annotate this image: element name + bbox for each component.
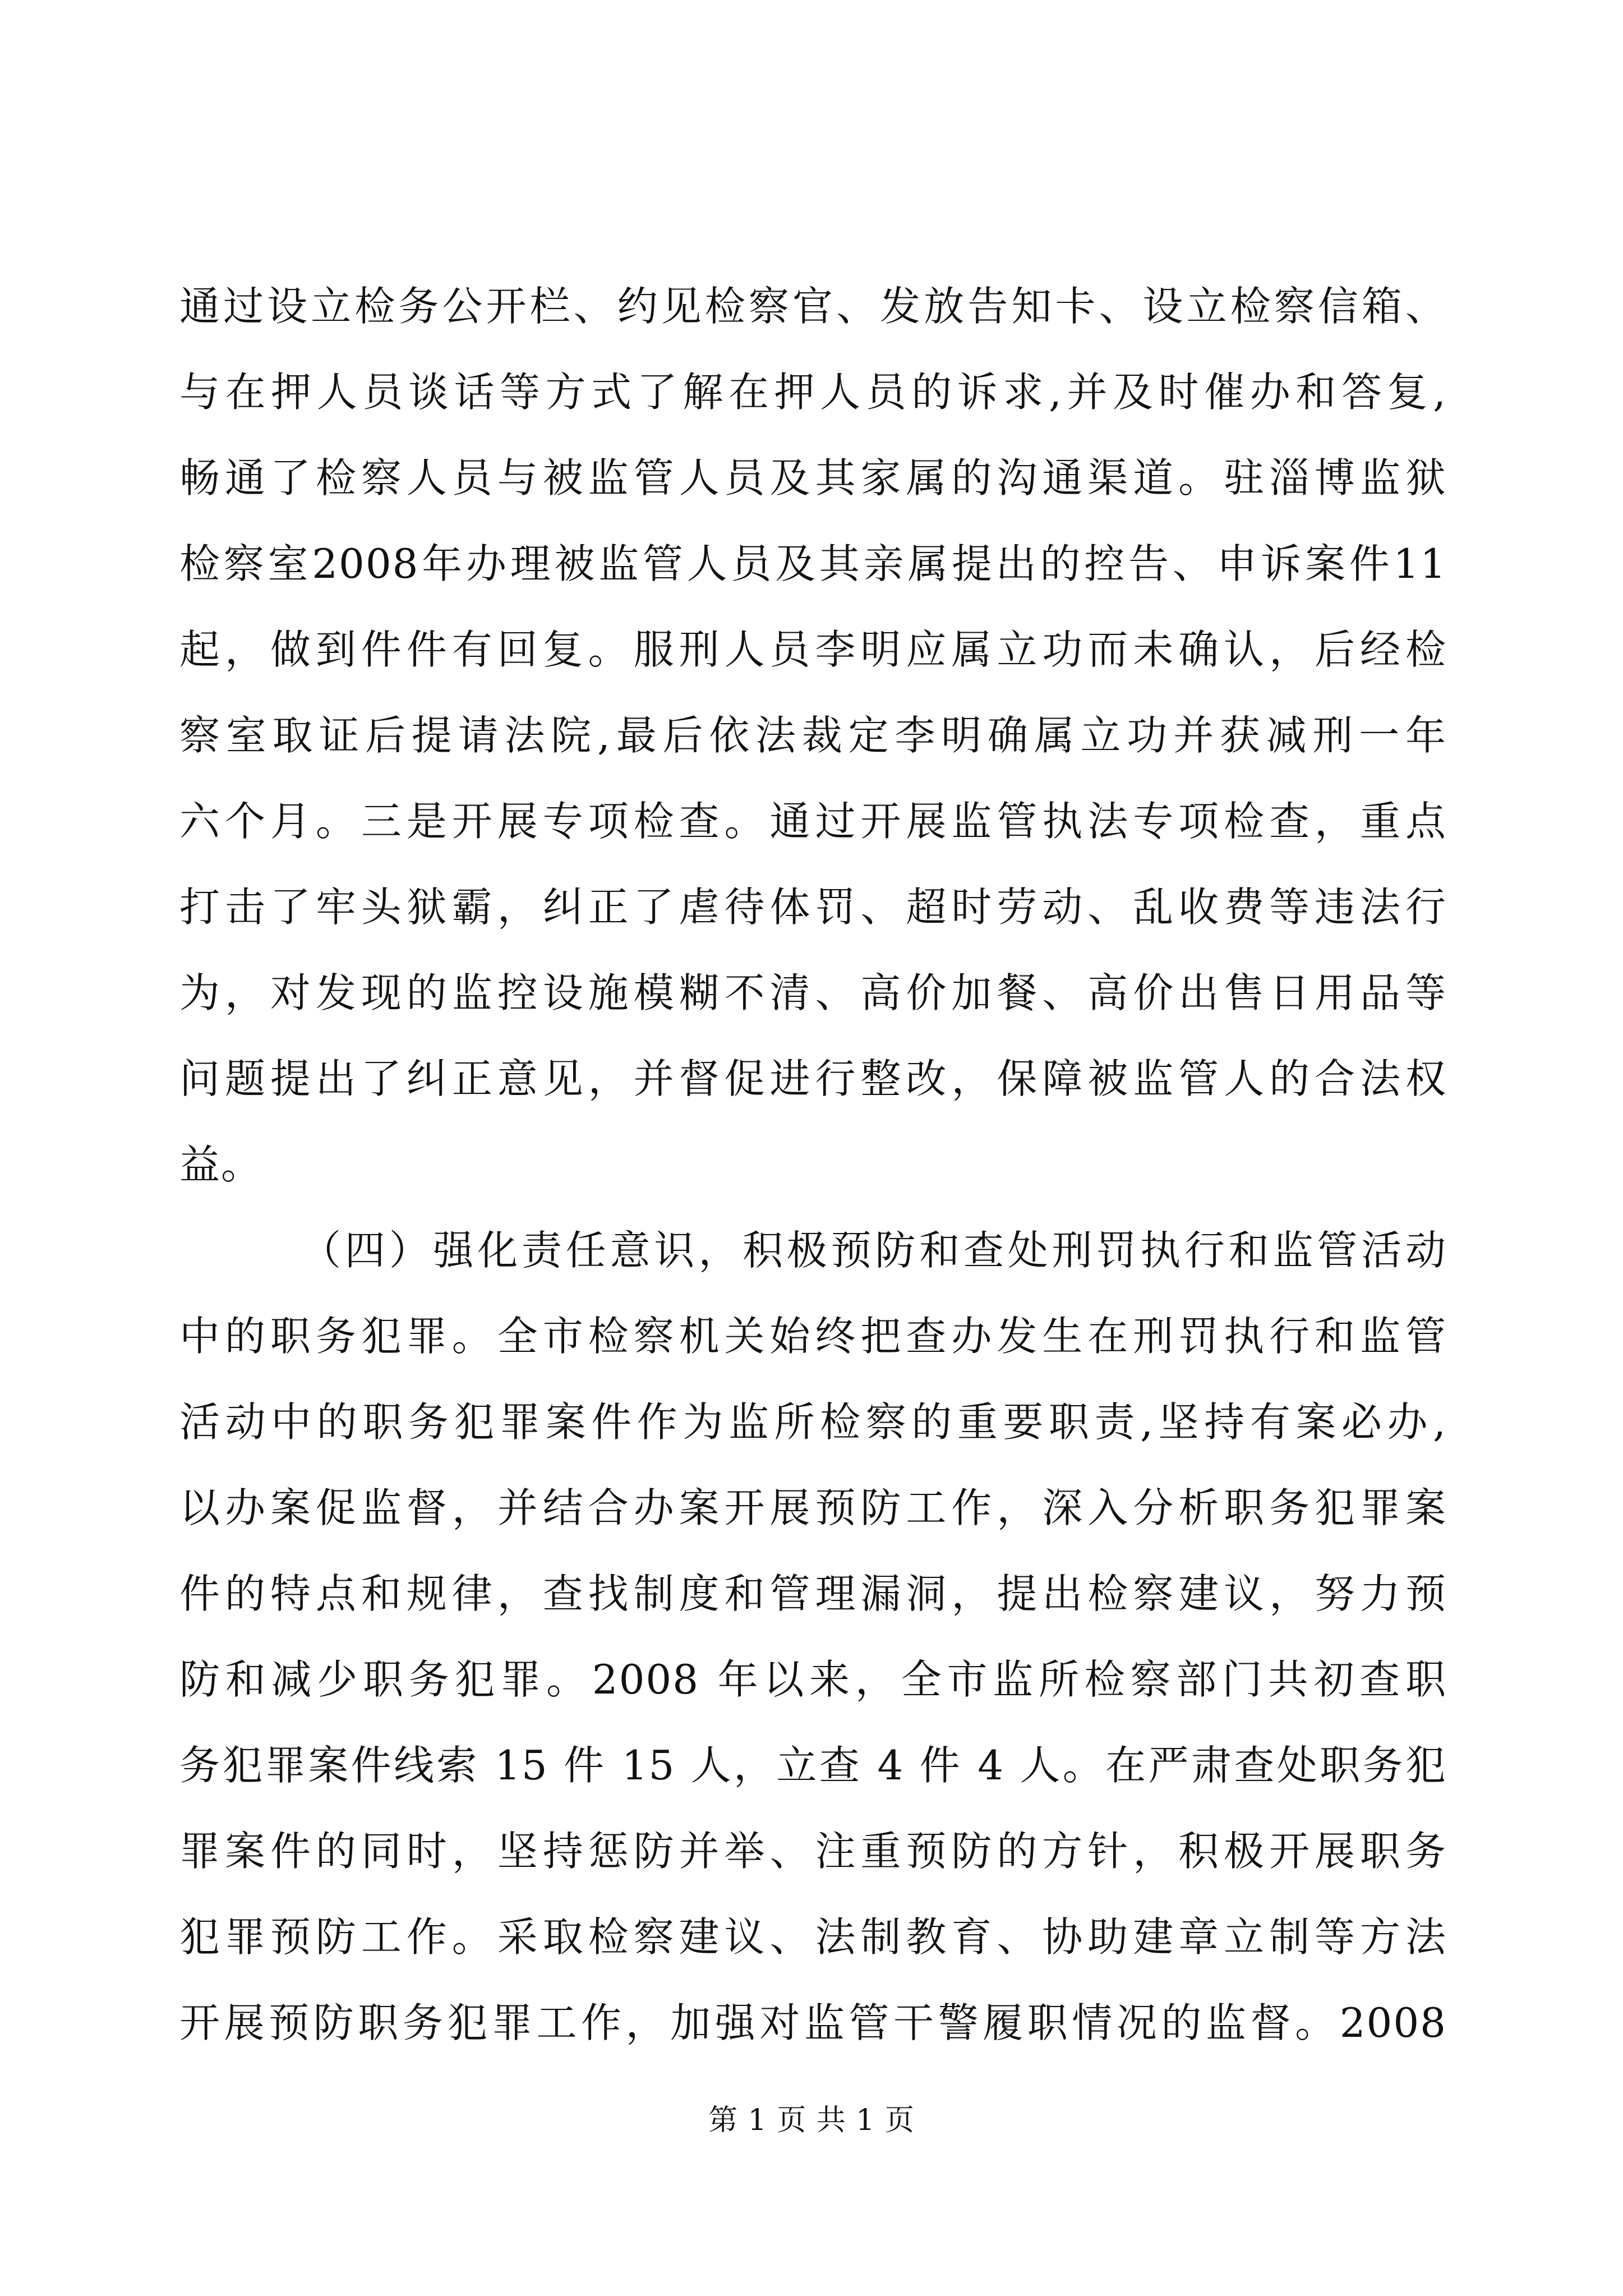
text-line: 通过设立检务公开栏、约见检察官、发放告知卡、设立检察信箱、: [179, 283, 1447, 330]
page-number-footer: 第 1 页 共 1 页: [708, 2104, 915, 2137]
text-line: 问题提出了纠正意见，并督促进行整改，保障被监管人的合法权: [179, 1055, 1447, 1102]
body-text: [179, 264, 1447, 2066]
text-line: 件的特点和规律，查找制度和管理漏洞，提出检察建议，努力预: [179, 1570, 1447, 1617]
text-line: 起，做到件件有回复。服刑人员李明应属立功而未确认，后经检: [179, 626, 1447, 673]
text-line: 检察室2008年办理被监管人员及其亲属提出的控告、申诉案件11: [179, 540, 1447, 587]
text-line: 益。: [179, 1141, 263, 1188]
text-line: 与在押人员谈话等方式了解在押人员的诉求,并及时催办和答复,: [179, 369, 1447, 416]
text-line: 察室取证后提请法院,最后依法裁定李明确属立功并获减刑一年: [179, 712, 1447, 759]
text-line: 为，对发现的监控设施模糊不清、高价加餐、高价出售日用品等: [179, 969, 1447, 1016]
text-line: 务犯罪案件线索 15 件 15 人，立查 4 件 4 人。在严肃查处职务犯: [179, 1742, 1447, 1789]
text-line: 防和减少职务犯罪。2008 年以来，全市监所检察部门共初查职: [179, 1656, 1447, 1703]
text-line: 打击了牢头狱霸，纠正了虐待体罚、超时劳动、乱收费等违法行: [179, 884, 1447, 931]
text-line: 罪案件的同时，坚持惩防并举、注重预防的方针，积极开展职务: [179, 1828, 1447, 1875]
text-line: 畅通了检察人员与被监管人员及其家属的沟通渠道。驻淄博监狱: [179, 454, 1447, 501]
text-line: 中的职务犯罪。全市检察机关始终把查办发生在刑罚执行和监管: [179, 1313, 1447, 1360]
text-line: 活动中的职务犯罪案件作为监所检察的重要职责,坚持有案必办,: [179, 1398, 1447, 1446]
text-line: 以办案促监督，并结合办案开展预防工作，深入分析职务犯罪案: [179, 1484, 1447, 1531]
section-heading-line: （四）强化责任意识，积极预防和查处刑罚执行和监管活动: [301, 1227, 1447, 1274]
text-line: 六个月。三是开展专项检查。通过开展监管执法专项检查，重点: [179, 798, 1447, 845]
text-line: 开展预防职务犯罪工作，加强对监管干警履职情况的监督。2008: [179, 1999, 1447, 2046]
text-line: 犯罪预防工作。采取检察建议、法制教育、协助建章立制等方法: [179, 1913, 1447, 1961]
